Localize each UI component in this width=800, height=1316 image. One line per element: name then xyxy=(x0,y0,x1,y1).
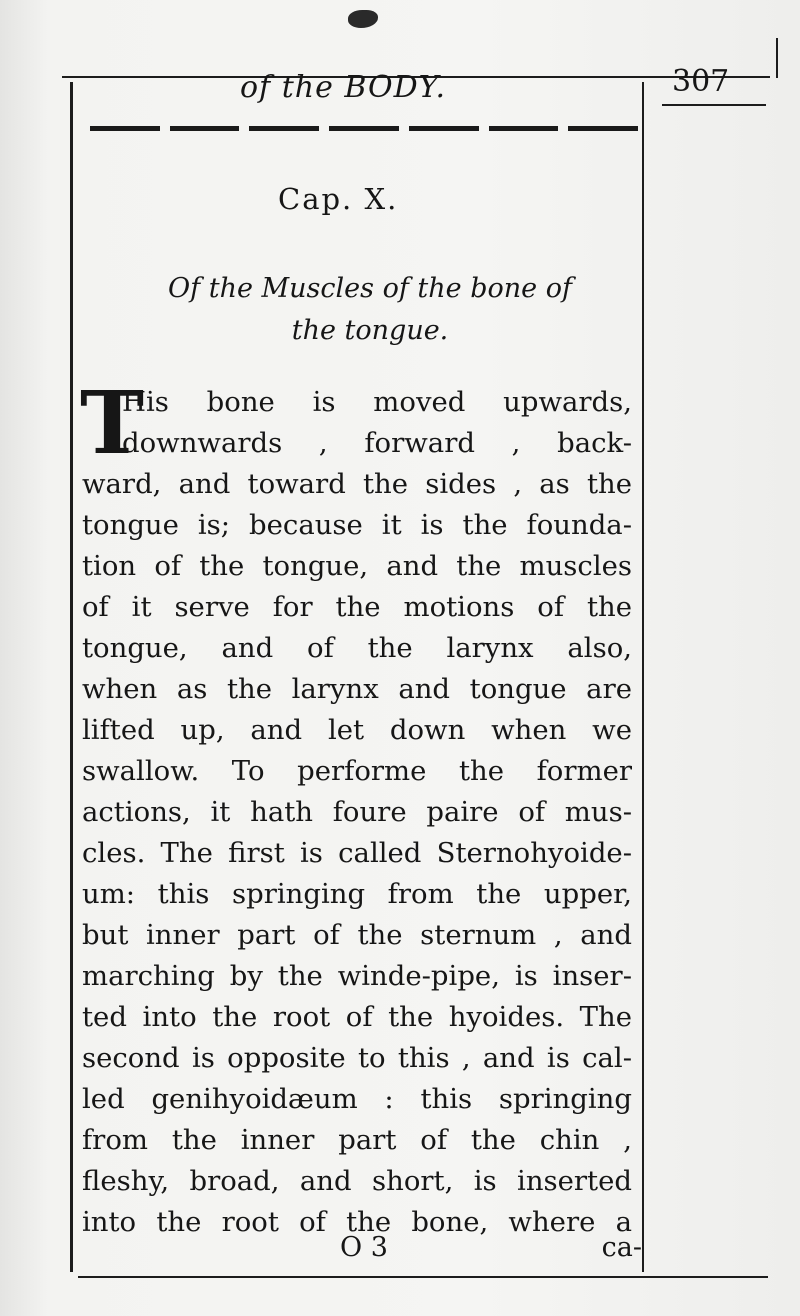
ink-blot xyxy=(348,10,378,28)
page-footer xyxy=(82,1232,642,1272)
chapter-title-line-1: Of the Muscles of the bone of xyxy=(168,273,572,304)
text-line: cles. The first is called Sternohyoide- xyxy=(82,837,632,869)
chapter-number: Cap. X. xyxy=(278,182,399,216)
page-number: 307 xyxy=(672,64,730,99)
drop-cap: T xyxy=(80,373,144,474)
text-line: marching by the winde-pipe, is inser- xyxy=(82,960,632,992)
text-line: of it serve for the motions of the xyxy=(82,591,632,623)
text-line: led genihyoidæum : this springing xyxy=(82,1083,632,1115)
inner-right-rule xyxy=(642,82,644,1272)
text-line: but inner part of the sternum , and xyxy=(82,919,632,951)
bottom-rule xyxy=(78,1276,768,1278)
header-dashed-rule xyxy=(90,126,638,132)
text-line: swallow. To performe the former xyxy=(82,755,632,787)
body-text xyxy=(80,373,632,1243)
text-line: fleshy, broad, and short, is inserted xyxy=(82,1165,632,1197)
text-line: tion of the tongue, and the muscles xyxy=(82,550,632,582)
text-line: lifted up, and let down when we xyxy=(82,714,632,746)
text-line: ted into the root of the hyoides. The xyxy=(82,1001,632,1033)
chapter-title xyxy=(120,268,620,352)
text-line: His bone is moved upwards, xyxy=(122,386,632,418)
catchword: ca- xyxy=(601,1232,642,1263)
signature-mark: O 3 xyxy=(340,1232,388,1263)
text-line: downwards , forward , back- xyxy=(122,427,632,459)
chapter-title-line-2: the tongue. xyxy=(291,315,449,346)
text-line: tongue, and of the larynx also, xyxy=(82,632,632,664)
text-line: from the inner part of the chin , xyxy=(82,1124,632,1156)
text-line: tongue is; because it is the founda- xyxy=(82,509,632,541)
margin-rule xyxy=(662,104,766,106)
text-line: ward, and toward the sides , as the xyxy=(82,468,632,500)
left-rule xyxy=(70,82,73,1272)
text-line: second is opposite to this , and is cal- xyxy=(82,1042,632,1074)
outer-right-rule xyxy=(776,38,778,78)
text-line: into the root of the bone, where a xyxy=(82,1206,632,1238)
text-line: um: this springing from the upper, xyxy=(82,878,632,910)
text-line: actions, it hath foure paire of mus- xyxy=(82,796,632,828)
running-title: of the BODY. xyxy=(240,70,447,105)
text-line: when as the larynx and tongue are xyxy=(82,673,632,705)
